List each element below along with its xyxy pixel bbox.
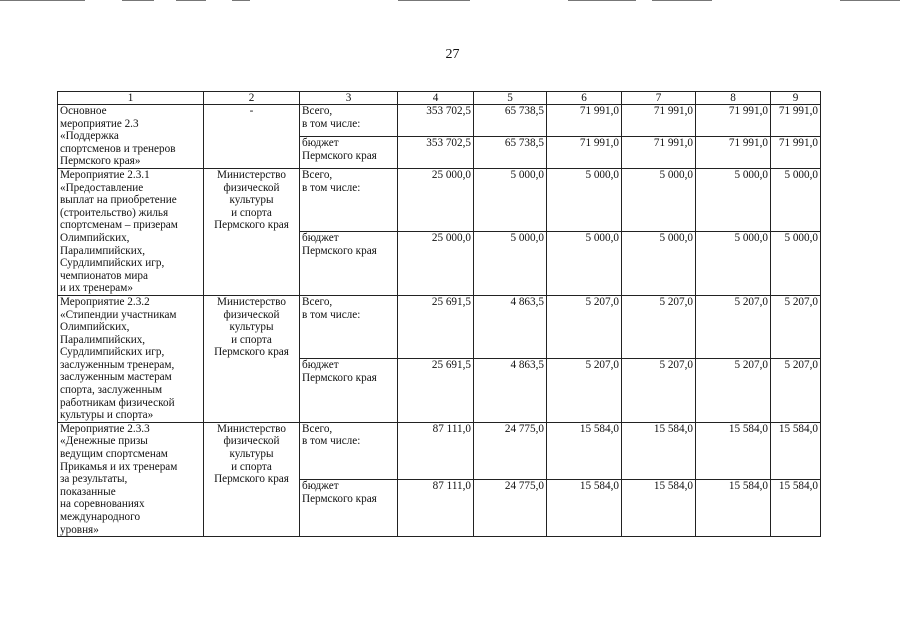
cell-line: Пермского края	[302, 492, 377, 505]
page-number: 27	[445, 47, 460, 62]
cell-line: международного	[60, 511, 141, 523]
cell-line: Министерство	[217, 168, 286, 181]
cell-line: показанные	[60, 485, 116, 498]
cell-line: Основное	[60, 105, 107, 117]
column-number-4: 4	[398, 92, 474, 105]
budget-value-col-6: 5 207,0	[547, 359, 622, 422]
total-value-col-6: 71 991,0	[547, 105, 622, 137]
budget-value-col-9: 71 991,0	[771, 136, 821, 168]
budget-value-col-8: 71 991,0	[696, 136, 771, 168]
cell-line: и спорта	[231, 206, 272, 219]
scan-edge-line	[398, 0, 470, 1]
budget-value-col-9: 15 584,0	[771, 480, 821, 537]
cell-line: и спорта	[231, 333, 272, 346]
cell-line: уровня»	[60, 523, 99, 536]
funding-source-total	[300, 422, 398, 479]
column-number-9: 9	[771, 92, 821, 105]
cell-line: бюджет	[302, 232, 339, 245]
cell-line: заслуженным тренерам,	[60, 358, 175, 371]
total-value-col-7: 71 991,0	[622, 105, 696, 137]
cell-line: культуры	[229, 448, 274, 461]
budget-value-col-6: 71 991,0	[547, 136, 622, 168]
cell-line: физической	[223, 181, 280, 194]
cell-line: в том числе:	[302, 117, 361, 130]
budget-value-col-7: 5 000,0	[622, 232, 696, 295]
cell-line: Министерство	[217, 422, 286, 435]
responsible-executor	[204, 168, 300, 295]
cell-line: Пермского края	[302, 245, 377, 258]
activity-row	[58, 168, 821, 231]
cell-line: Пермского края	[302, 149, 377, 162]
cell-line: физической	[223, 435, 280, 448]
total-value-col-7: 5 207,0	[622, 295, 696, 358]
activity-name	[58, 422, 204, 536]
activity-row	[58, 105, 821, 137]
cell-line: «Денежные призы	[60, 435, 148, 448]
column-number-1: 1	[58, 92, 204, 105]
cell-line: спортсменам – призерам	[60, 219, 178, 232]
total-value-col-6: 15 584,0	[547, 422, 622, 479]
budget-value-col-5: 4 863,5	[474, 359, 547, 422]
cell-line: Мероприятие 2.3.2	[60, 295, 150, 308]
budget-value-col-8: 15 584,0	[696, 480, 771, 537]
budget-value-col-7: 5 207,0	[622, 359, 696, 422]
responsible-executor	[204, 295, 300, 422]
funding-source-regional-budget	[300, 359, 398, 422]
cell-line: физической	[223, 308, 280, 321]
cell-line: в том числе:	[302, 435, 361, 448]
budget-value-col-8: 5 000,0	[696, 232, 771, 295]
scan-edge-line	[840, 0, 900, 1]
total-value-col-8: 5 000,0	[696, 168, 771, 231]
total-value-col-8: 71 991,0	[696, 105, 771, 137]
budget-value-col-7: 71 991,0	[622, 136, 696, 168]
scan-edge-line	[176, 0, 206, 1]
cell-line: спортсменов и тренеров	[60, 142, 176, 155]
funding-source-total	[300, 105, 398, 137]
budget-value-col-4: 25 000,0	[398, 232, 474, 295]
cell-line: Пермского края	[214, 346, 289, 359]
cell-line: выплат на приобретение	[60, 194, 177, 207]
cell-line: и спорта	[231, 460, 272, 473]
cell-line: Всего,	[302, 295, 333, 308]
cell-line: Министерство	[217, 295, 286, 308]
column-number-5: 5	[474, 92, 547, 105]
total-value-col-6: 5 000,0	[547, 168, 622, 231]
funding-source-regional-budget	[300, 136, 398, 168]
responsible-executor	[204, 105, 300, 169]
column-number-2: 2	[204, 92, 300, 105]
budget-value-col-8: 5 207,0	[696, 359, 771, 422]
cell-line: Всего,	[302, 422, 333, 435]
cell-line: «Поддержка	[60, 130, 119, 143]
cell-line: культуры и спорта»	[60, 409, 154, 422]
cell-line: Пермского края	[214, 473, 289, 486]
funding-source-regional-budget	[300, 232, 398, 295]
cell-line: чемпионатов мира	[60, 269, 148, 282]
column-number-6: 6	[547, 92, 622, 105]
cell-line: Паралимпийских,	[60, 333, 146, 346]
total-value-col-9: 15 584,0	[771, 422, 821, 479]
budget-value-col-5: 65 738,5	[474, 136, 547, 168]
cell-line: в том числе:	[302, 308, 361, 321]
table-body	[58, 92, 821, 537]
budget-value-col-9: 5 207,0	[771, 359, 821, 422]
total-value-col-9: 5 000,0	[771, 168, 821, 231]
cell-line: и их тренерам»	[60, 282, 133, 295]
cell-line: бюджет	[302, 359, 339, 372]
activity-name	[58, 168, 204, 295]
cell-line: спорта, заслуженным	[60, 384, 163, 397]
budget-value-col-4: 353 702,5	[398, 136, 474, 168]
funding-source-regional-budget	[300, 480, 398, 537]
cell-line: работникам физической	[60, 396, 175, 409]
scan-edge-line	[0, 0, 85, 1]
cell-line: «Стипендии участникам	[60, 308, 177, 321]
cell-line: культуры	[229, 194, 274, 207]
total-value-col-5: 24 775,0	[474, 422, 547, 479]
activity-row	[58, 422, 821, 479]
column-number-row	[58, 92, 821, 105]
scan-edge-line	[568, 0, 636, 1]
scan-edge-line	[122, 0, 154, 1]
total-value-col-7: 5 000,0	[622, 168, 696, 231]
activity-row	[58, 295, 821, 358]
total-value-col-9: 71 991,0	[771, 105, 821, 137]
cell-line: культуры	[229, 321, 274, 334]
budget-value-col-9: 5 000,0	[771, 232, 821, 295]
cell-line: заслуженным мастерам	[60, 371, 172, 384]
cell-line: Мероприятие 2.3.3	[60, 422, 150, 435]
cell-line: Сурдлимпийских игр,	[60, 257, 165, 270]
cell-line: (строительство) жилья	[60, 206, 169, 219]
cell-line: «Предоставление	[60, 181, 144, 194]
budget-value-col-5: 24 775,0	[474, 480, 547, 537]
total-value-col-8: 15 584,0	[696, 422, 771, 479]
budget-value-col-7: 15 584,0	[622, 480, 696, 537]
total-value-col-5: 65 738,5	[474, 105, 547, 137]
cell-line: Сурдлимпийских игр,	[60, 346, 165, 359]
cell-line: Всего,	[302, 105, 333, 117]
activity-name	[58, 295, 204, 422]
column-number-3: 3	[300, 92, 398, 105]
scan-edge-line	[652, 0, 712, 1]
cell-line: бюджет	[302, 480, 339, 493]
budget-value-col-4: 87 111,0	[398, 480, 474, 537]
total-value-col-4: 87 111,0	[398, 422, 474, 479]
column-number-8: 8	[696, 92, 771, 105]
cell-line: мероприятие 2.3	[60, 117, 139, 130]
budget-value-col-5: 5 000,0	[474, 232, 547, 295]
activity-name	[58, 105, 204, 169]
total-value-col-7: 15 584,0	[622, 422, 696, 479]
cell-line: на соревнованиях	[60, 498, 145, 511]
total-value-col-5: 4 863,5	[474, 295, 547, 358]
total-value-col-8: 5 207,0	[696, 295, 771, 358]
column-number-7: 7	[622, 92, 696, 105]
cell-line: ведущим спортсменам	[60, 448, 168, 461]
total-value-col-9: 5 207,0	[771, 295, 821, 358]
budget-table	[57, 91, 821, 537]
cell-line: Пермского края»	[60, 155, 141, 168]
cell-line: Олимпийских,	[60, 231, 130, 244]
budget-value-col-6: 15 584,0	[547, 480, 622, 537]
cell-line: Мероприятие 2.3.1	[60, 168, 150, 181]
total-value-col-5: 5 000,0	[474, 168, 547, 231]
budget-value-col-6: 5 000,0	[547, 232, 622, 295]
cell-line: бюджет	[302, 136, 339, 149]
funding-source-total	[300, 295, 398, 358]
total-value-col-4: 25 691,5	[398, 295, 474, 358]
cell-line: за результаты,	[60, 473, 128, 486]
cell-line: Всего,	[302, 168, 333, 181]
scan-edge-line	[232, 0, 250, 1]
cell-line: Олимпийских,	[60, 321, 130, 334]
funding-source-total	[300, 168, 398, 231]
cell-line: Прикамья и их тренерам	[60, 460, 178, 473]
cell-line: -	[249, 105, 254, 117]
cell-line: Пермского края	[302, 371, 377, 384]
total-value-col-4: 25 000,0	[398, 168, 474, 231]
budget-value-col-4: 25 691,5	[398, 359, 474, 422]
responsible-executor	[204, 422, 300, 536]
cell-line: Пермского края	[214, 219, 289, 232]
cell-line: Паралимпийских,	[60, 244, 146, 257]
cell-line: в том числе:	[302, 181, 361, 194]
total-value-col-4: 353 702,5	[398, 105, 474, 137]
total-value-col-6: 5 207,0	[547, 295, 622, 358]
